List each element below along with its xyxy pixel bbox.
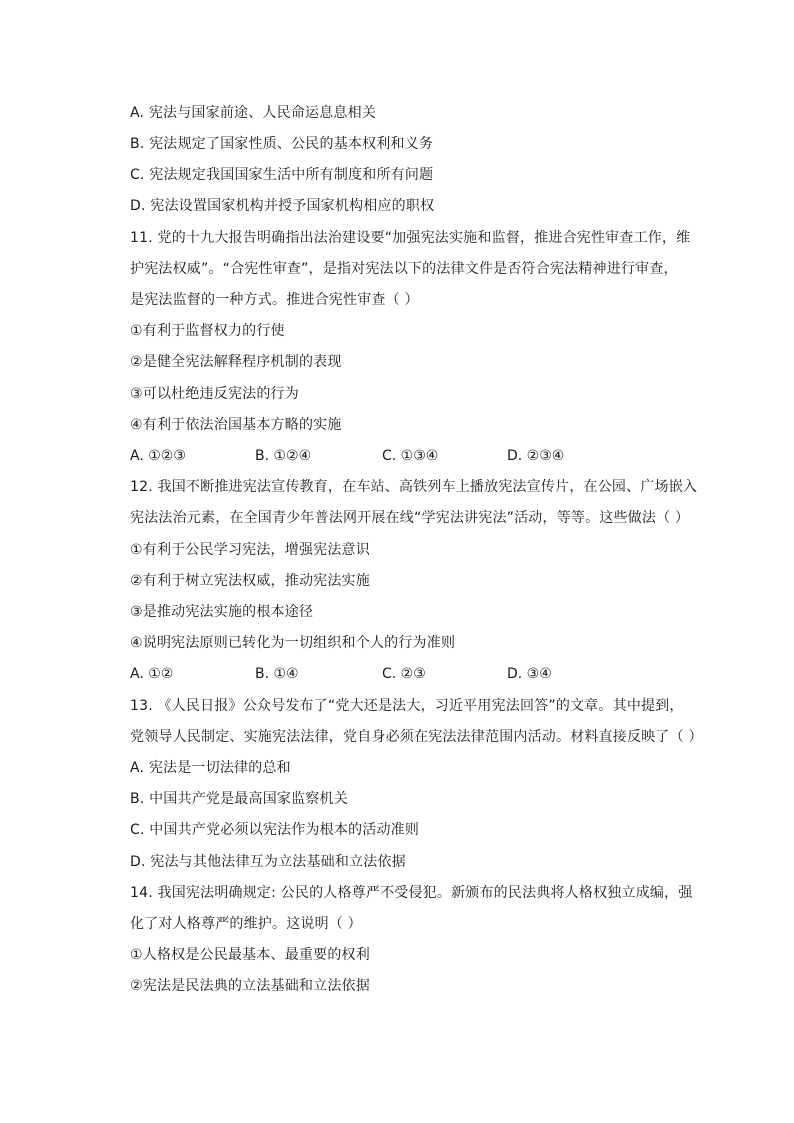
q10-option-c: C. 宪法规定我国国家生活中所有制度和所有问题 [130, 167, 434, 183]
q11-item-1: ①有利于监督权力的行使 [130, 323, 285, 339]
q13-stem-line2: 党领导人民制定、实施宪法法律，党自身必须在宪法法律范围内活动。材料直接反映了（ ） [130, 729, 703, 745]
q13-option-d: D. 宪法与其他法律互为立法基础和立法依据 [130, 854, 406, 870]
q10-option-a: A. 宪法与国家前途、人民命运息息相关 [130, 105, 377, 121]
q14-item-2: ②宪法是民法典的立法基础和立法依据 [130, 978, 370, 994]
q11-item-3: ③可以杜绝违反宪法的行为 [130, 386, 299, 402]
q11-stem-line2: 护宪法权威”。“合宪性审查”，是指对宪法以下的法律文件是否符合宪法精神进行审查， [130, 261, 678, 277]
q11-option-a: A. ①②③ [130, 448, 186, 464]
q11-stem-line1: 11. 党的十九大报告明确指出法治建设要“加强宪法实施和监督，推进合宪性审查工作，维 [130, 230, 691, 246]
q10-option-d: D. 宪法设置国家机构并授予国家机构相应的职权 [130, 198, 435, 214]
q12-stem-line2: 宪法法治元素，在全国青少年普法网开展在线“学宪法讲宪法”活动，等等。这些做法（ ） [130, 510, 690, 526]
q11-option-b: B. ①②④ [255, 448, 312, 464]
q14-stem-line1: 14. 我国宪法明确规定: 公民的人格尊严不受侵犯。新颁布的民法典将人格权独立成编，强 [130, 885, 693, 901]
q11-stem-line3: 是宪法监督的一种方式。推进合宪性审查（ ） [130, 292, 419, 308]
q13-option-a: A. 宪法是一切法律的总和 [130, 760, 291, 776]
q11-item-2: ②是健全宪法解释程序机制的表现 [130, 354, 342, 370]
q11-item-4: ④有利于依法治国基本方略的实施 [130, 417, 342, 433]
q14-stem-line2: 化了对人格尊严的维护。这说明（ ） [130, 916, 362, 932]
q12-item-3: ③是推动宪法实施的根本途径 [130, 604, 314, 620]
q12-option-d: D. ③④ [507, 666, 552, 682]
q12-item-1: ①有利于公民学习宪法，增强宪法意识 [130, 542, 370, 558]
q11-option-c: C. ①③④ [382, 448, 439, 464]
q12-option-c: C. ②③ [382, 666, 426, 682]
q14-item-1: ①人格权是公民最基本、最重要的权利 [130, 947, 370, 963]
q12-option-b: B. ①④ [255, 666, 299, 682]
q12-option-a: A. ①② [130, 666, 174, 682]
q10-option-b: B. 宪法规定了国家性质、公民的基本权利和义务 [130, 136, 434, 152]
q12-item-4: ④说明宪法原则已转化为一切组织和个人的行为准则 [130, 635, 456, 651]
q13-option-b: B. 中国共产党是最高国家监察机关 [130, 791, 348, 807]
q11-option-d: D. ②③④ [507, 448, 565, 464]
q12-item-2: ②有利于树立宪法权威，推动宪法实施 [130, 573, 370, 589]
q12-stem-line1: 12. 我国不断推进宪法宣传教育，在车站、高铁列车上播放宪法宣传片，在公园、广场嵌入 [130, 479, 698, 495]
q13-stem-line1: 13. 《人民日报》公众号发布了“党大还是法大，习近平用宪法回答”的文章。其中提到， [130, 698, 684, 714]
q13-option-c: C. 中国共产党必须以宪法作为根本的活动准则 [130, 822, 420, 838]
